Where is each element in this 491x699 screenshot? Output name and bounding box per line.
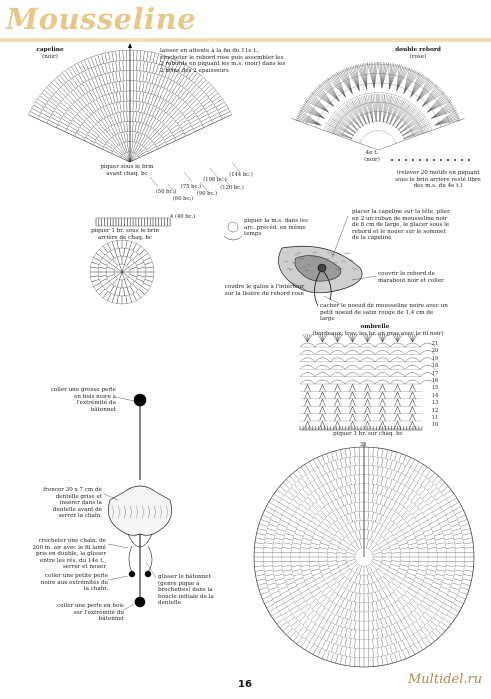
- watermark-logo: Multidel.ru: [408, 672, 483, 687]
- rebord-instruction: (relever 20 motifs en piquant sous le brin arrière resté libre des m.s. du 4e t.): [395, 170, 481, 190]
- ombrelle-row-number: 20: [431, 348, 439, 355]
- froncer-note: froncer 30 x 7 cm de dentelle grise et insérer dans la dentelle avant de serrer la chaîn.: [43, 487, 102, 520]
- ombrelle-row-number: 17: [431, 370, 439, 377]
- pearl-top-note: coller une grosse perle en bois noire à l'extrémité du bâtonnet: [50, 387, 116, 413]
- ombrelle-label: ombrelle: [360, 324, 390, 330]
- count-144: (144 bc.): [229, 172, 253, 178]
- arc-note: piquer la m.s. dans les arc. précéd. en même temps: [244, 218, 308, 238]
- count-90: (90 bc.): [196, 191, 218, 197]
- ombrelle-row-number: 10: [431, 422, 439, 429]
- ombrelle-row-number: 19: [431, 355, 439, 362]
- capeline-label: capeline: [36, 47, 64, 53]
- row-note: piquer 1 br. sous le brin arrière de chaq. bc: [91, 228, 159, 241]
- count-50: (50 bc.): [155, 189, 177, 195]
- ombrelle-row-number: 11: [431, 415, 439, 421]
- ombrelle-row-number: 21: [431, 341, 439, 347]
- galon-note: coudre le galon à l'intérieur sur la lisière du rebord rose: [224, 284, 304, 297]
- cacher-note: cacher le noeud de mousseline noire avec un petit noeud de satin rouge de 1,4 cm de large: [320, 303, 448, 323]
- ombrelle-row-number: 16: [431, 378, 439, 384]
- glisser-note: glisser le bâtonnet (genre pique à brochettes) dans la boucle initiale de la dentelle: [158, 574, 214, 607]
- rebord-color: (rose): [409, 54, 427, 60]
- count-126: (126 bc.): [220, 185, 244, 191]
- ombrelle-row-number: 12: [431, 407, 439, 414]
- count-60: (60 bc.): [172, 196, 194, 202]
- count-108: (108 bc.): [203, 177, 227, 183]
- rebord-start: 4e t.: [365, 150, 379, 156]
- count-75: (75 bc.): [180, 184, 202, 190]
- pearl-bottom-note: coller une perle en bois sur l'extrémité du bâtonnet: [57, 603, 124, 623]
- ombrelle-bottom-note: piquer 1 br. sur chaq. bc: [333, 431, 403, 437]
- marabout-note: couvrir le rebord de marabout noir et coller: [378, 271, 444, 284]
- ombrelle-row-number: 14: [431, 392, 439, 399]
- rebord-label: double rebord: [395, 47, 441, 53]
- place-note: placer la capeline sur la tête, plier en 2 un ruban de mousseline noir de 8 cm de large, le placer sous le rebord et le nouer sur le sommet de la capeline: [352, 209, 450, 242]
- rebord-start-color: (noir): [364, 157, 380, 163]
- ombrelle-colors: (bordeaux, trav. les br. en gras avec le fil noir): [312, 331, 444, 337]
- chain-note: crocheter une chaîn. de 200 m. air avec le fil lamé pris en double, la glisser entre les rés. du 14e t., serrer et nouer: [32, 538, 106, 571]
- ombrelle-row-number: 15: [431, 385, 439, 392]
- capeline-center-note: piquer sous le brin avant chaq. bc: [100, 164, 154, 177]
- small-pearl-note: coller une petite perle noire aux extrémités de la chaîn.: [40, 573, 108, 593]
- capeline-color: (noir): [42, 54, 58, 60]
- ombrelle-row-number: 18: [431, 363, 439, 370]
- page-number: 16: [238, 679, 252, 690]
- circle-top-number: 35: [359, 442, 367, 448]
- page-title: Mousseline: [6, 2, 197, 36]
- row-count: 4 (40 bc.): [170, 214, 196, 220]
- ombrelle-row-number: 13: [431, 400, 439, 407]
- capeline-instruction: laisser en attente à la fin du 11e t., crocheter le rebord rose puis assembler les 2 rebords en piquant les m.s. (noir) dans les 2 brins des 2 épaisseurs: [160, 48, 286, 74]
